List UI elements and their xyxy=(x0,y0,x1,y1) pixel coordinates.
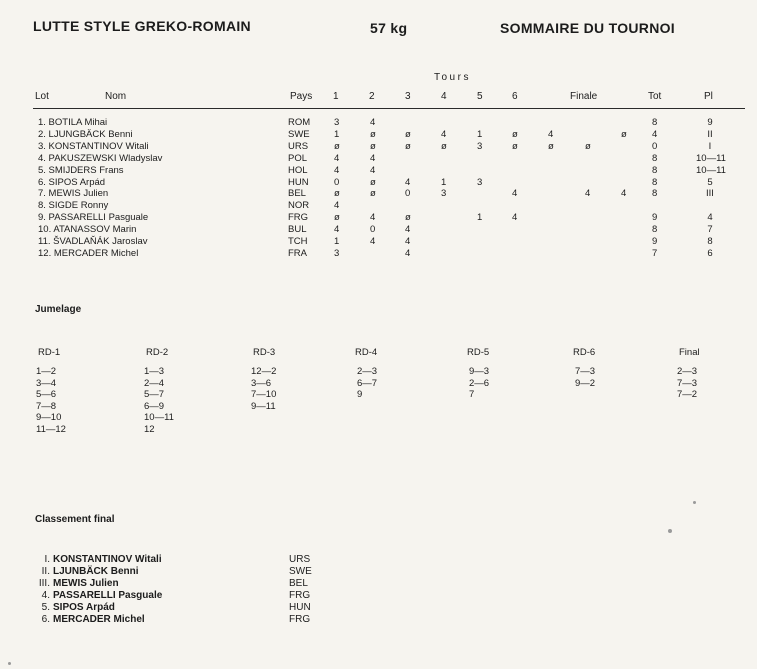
col-lot: Lot xyxy=(35,91,49,102)
jumelage-title: Jumelage xyxy=(35,304,82,315)
total-points: 8 xyxy=(652,152,658,164)
finalist-country: HUN xyxy=(289,602,311,613)
round-score: 1 xyxy=(334,128,340,140)
col-round-6: 6 xyxy=(512,91,518,102)
round-score: ø xyxy=(405,140,411,152)
round-score: 1 xyxy=(477,212,483,224)
col-tot: Tot xyxy=(648,91,662,102)
finalist-name: PASSARELLI Pasguale xyxy=(53,590,163,601)
pairing: 2—3 xyxy=(677,366,698,377)
round-score: 4 xyxy=(334,200,340,212)
round-score: 4 xyxy=(405,224,411,236)
finalist-country: FRG xyxy=(289,590,311,601)
placement: II xyxy=(707,128,713,140)
round-label: RD-4 xyxy=(355,347,378,358)
round-score: ø xyxy=(370,188,376,200)
finalist-name: KONSTANTINOV Witali xyxy=(53,554,162,565)
col-finale: Finale xyxy=(570,91,598,102)
competitor-name: 12. MERCADER Michel xyxy=(38,247,139,259)
round-score: ø xyxy=(334,188,340,200)
finalist-country: FRG xyxy=(289,614,311,625)
competitor-name: 7. MEWIS Julien xyxy=(38,188,109,200)
pairing: 6—7 xyxy=(357,377,378,389)
placement: III xyxy=(706,188,714,200)
round-label: RD-5 xyxy=(467,347,490,358)
placement: 10—11 xyxy=(696,164,726,176)
rank: II. xyxy=(41,566,50,577)
pairing: 1—3 xyxy=(144,366,165,377)
col-round-2: 2 xyxy=(369,91,375,102)
competitor-country: ROM xyxy=(288,117,311,128)
round-score: 4 xyxy=(370,236,376,247)
pairing: 7—3 xyxy=(677,377,698,389)
round-label: RD-2 xyxy=(146,347,169,358)
pairing: 2—4 xyxy=(144,377,165,389)
pairing: 7—2 xyxy=(677,389,698,401)
finale-score: ø xyxy=(621,128,627,140)
pairing: 12—2 xyxy=(251,366,277,377)
competitor-name: 11. ŠVADLAŇÁK Jaroslav xyxy=(38,236,148,247)
finale-score: 4 xyxy=(548,128,554,140)
round-label: RD-6 xyxy=(573,347,596,358)
finale-score: ø xyxy=(548,140,554,152)
round-score: 1 xyxy=(477,128,483,140)
competitor-name: 5. SMIJDERS Frans xyxy=(38,164,124,176)
round-score: 4 xyxy=(405,236,411,247)
pairing: 5—6 xyxy=(36,389,57,401)
tours-label: Tours xyxy=(434,72,471,83)
round-score: 4 xyxy=(405,176,411,188)
paper-speck xyxy=(8,662,11,665)
finalist-name: LJUNBÄCK Benni xyxy=(53,566,139,577)
competitor-name: 6. SIPOS Arpád xyxy=(38,176,106,188)
total-points: 8 xyxy=(652,188,658,200)
total-points: 8 xyxy=(652,164,658,176)
round-score: 3 xyxy=(334,117,340,128)
round-score: 3 xyxy=(477,140,483,152)
total-points: 8 xyxy=(652,176,658,188)
round-score: 4 xyxy=(512,188,518,200)
pairing: 9—10 xyxy=(36,412,62,424)
col-pays: Pays xyxy=(290,91,313,102)
competitor-country: HUN xyxy=(288,176,309,188)
col-round-1: 1 xyxy=(333,91,339,102)
pairing: 9—11 xyxy=(251,400,276,412)
competitor-name: 1. BOTILA Mihai xyxy=(38,117,108,128)
total-points: 9 xyxy=(652,236,658,247)
pairing: 10—11 xyxy=(144,412,174,424)
finalist-name: MERCADER Michel xyxy=(53,614,145,625)
rank: I. xyxy=(44,554,50,565)
pairing: 7—3 xyxy=(575,366,596,377)
competitor-country: TCH xyxy=(288,236,308,247)
pairing: 5—7 xyxy=(144,389,165,401)
pairing: 1—2 xyxy=(36,366,57,377)
round-score: 4 xyxy=(512,212,518,224)
round-score: 4 xyxy=(334,152,340,164)
round-score: 0 xyxy=(334,176,340,188)
finalist-country: BEL xyxy=(289,578,308,589)
finale-score: 4 xyxy=(585,188,591,200)
header-rule xyxy=(33,108,745,109)
round-score: 4 xyxy=(334,164,340,176)
competitor-country: POL xyxy=(288,152,308,164)
pairing: 11—12 xyxy=(36,424,66,435)
round-label: RD-1 xyxy=(38,347,61,358)
round-score: 4 xyxy=(370,117,376,128)
finale-score: ø xyxy=(585,140,591,152)
col-round-5: 5 xyxy=(477,91,483,102)
paper-speck xyxy=(693,501,696,504)
pairing: 12 xyxy=(144,424,155,435)
round-score: ø xyxy=(512,140,518,152)
round-score: 3 xyxy=(477,176,483,188)
round-score: 4 xyxy=(370,152,376,164)
round-score: 0 xyxy=(405,188,411,200)
pairing: 2—6 xyxy=(469,377,490,389)
total-points: 8 xyxy=(652,224,658,236)
pairing: 3—4 xyxy=(36,377,57,389)
placement: I xyxy=(708,140,712,152)
placement: 5 xyxy=(707,176,713,188)
round-score: ø xyxy=(334,212,340,224)
round-score: 4 xyxy=(334,224,340,236)
total-points: 8 xyxy=(652,117,658,128)
round-score: 4 xyxy=(441,128,447,140)
round-score: ø xyxy=(512,128,518,140)
col-round-3: 3 xyxy=(405,91,411,102)
competitor-name: 2. LJUNGBÄCK Benni xyxy=(38,128,133,140)
finalist-country: URS xyxy=(289,554,311,565)
round-score: ø xyxy=(441,140,447,152)
finalist-name: MEWIS Julien xyxy=(53,578,119,589)
col-pl: Pl xyxy=(704,91,713,102)
total-points: 4 xyxy=(652,128,658,140)
total-points: 7 xyxy=(652,247,658,259)
classement-title: Classement final xyxy=(35,514,115,525)
competitor-country: URS xyxy=(288,140,309,152)
placement: 6 xyxy=(707,247,713,259)
pairing: 9—3 xyxy=(469,366,490,377)
round-score: 0 xyxy=(370,224,376,236)
finalist-name: SIPOS Arpád xyxy=(53,602,115,613)
weight-class: 57 kg xyxy=(370,20,408,36)
round-score: ø xyxy=(334,140,340,152)
rank: 5. xyxy=(41,602,50,613)
round-score: ø xyxy=(370,140,376,152)
pairing: 7 xyxy=(469,389,475,401)
finalist-country: SWE xyxy=(289,566,312,577)
round-score: ø xyxy=(370,176,376,188)
round-score: 4 xyxy=(370,212,376,224)
rank: 4. xyxy=(41,590,50,601)
competitor-country: FRA xyxy=(288,247,307,259)
total-points: 9 xyxy=(652,212,658,224)
competitor-name: 8. SIGDE Ronny xyxy=(38,200,109,212)
placement: 7 xyxy=(707,224,713,236)
placement: 4 xyxy=(707,212,713,224)
rank: 6. xyxy=(41,614,50,625)
finale-score: 4 xyxy=(621,188,627,200)
placement: 9 xyxy=(707,117,713,128)
round-score: ø xyxy=(405,128,411,140)
paper-speck xyxy=(668,529,672,533)
round-label: Final xyxy=(679,347,700,358)
round-score: 1 xyxy=(334,236,340,247)
pairing: 9 xyxy=(357,389,363,401)
summary-title: SOMMAIRE DU TOURNOI xyxy=(500,20,675,36)
round-score: 4 xyxy=(405,247,411,259)
pairing: 3—6 xyxy=(251,377,272,389)
round-score: ø xyxy=(405,212,411,224)
placement: 10—11 xyxy=(696,152,726,164)
pairing: 9—2 xyxy=(575,377,596,389)
pairing: 7—10 xyxy=(251,389,277,401)
pairing: 7—8 xyxy=(36,400,57,412)
competitor-country: FRG xyxy=(288,212,309,224)
round-score: 1 xyxy=(441,176,447,188)
competitor-country: BEL xyxy=(288,188,306,200)
total-points: 0 xyxy=(652,140,658,152)
pairing: 2—3 xyxy=(357,366,378,377)
competitor-name: 3. KONSTANTINOV Witali xyxy=(38,140,149,152)
round-score: 4 xyxy=(370,164,376,176)
competitor-country: NOR xyxy=(288,200,310,212)
competitor-country: BUL xyxy=(288,224,307,236)
round-score: ø xyxy=(370,128,376,140)
col-nom: Nom xyxy=(105,91,127,102)
col-round-4: 4 xyxy=(441,91,447,102)
competitor-country: SWE xyxy=(288,128,310,140)
competitor-name: 4. PAKUSZEWSKI Wladyslav xyxy=(38,152,163,164)
competitor-name: 9. PASSARELLI Pasguale xyxy=(38,212,149,224)
document-title: LUTTE STYLE GREKO-ROMAIN xyxy=(33,18,251,34)
pairing: 6—9 xyxy=(144,400,165,412)
round-label: RD-3 xyxy=(253,347,276,358)
competitor-name: 10. ATANASSOV Marin xyxy=(38,224,137,236)
rank: III. xyxy=(38,578,50,589)
competitor-country: HOL xyxy=(288,164,308,176)
round-score: 3 xyxy=(334,247,340,259)
round-score: 3 xyxy=(441,188,447,200)
placement: 8 xyxy=(707,236,713,247)
